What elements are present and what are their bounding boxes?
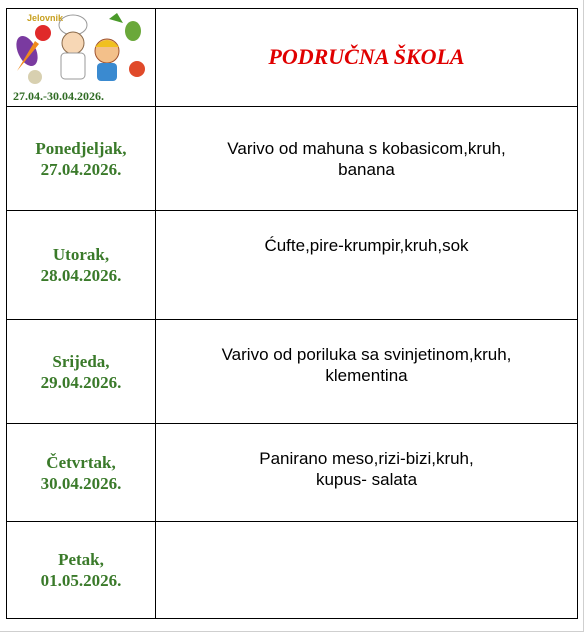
day-cell <box>7 211 156 320</box>
date-range: 27.04.-30.04.2026. <box>13 89 104 103</box>
table-row <box>7 211 578 320</box>
meal-cell <box>156 211 578 320</box>
day-name: Četvrtak, <box>46 452 116 472</box>
table-row <box>7 522 578 619</box>
day-cell <box>7 424 156 522</box>
page-title: PODRUČNA ŠKOLA <box>268 44 465 69</box>
day-date: 30.04.2026. <box>40 473 122 493</box>
day-date: 01.05.2026. <box>40 571 122 590</box>
meal-cell <box>156 107 578 211</box>
meal-cell <box>156 424 578 522</box>
day-date: 27.04.2026. <box>40 159 122 179</box>
day-name: Petak, <box>58 550 104 569</box>
menu-table <box>6 8 578 619</box>
logo-cell <box>7 9 156 107</box>
meal-line: Varivo od mahuna s kobasicom,kruh, <box>227 138 506 158</box>
meal-line: klementina <box>325 366 408 385</box>
day-date: 29.04.2026. <box>40 372 122 392</box>
meal-line: Varivo od poriluka sa svinjetinom,kruh, <box>221 345 512 364</box>
day-cell <box>7 107 156 211</box>
meal-cell <box>156 522 578 619</box>
table-row <box>7 424 578 522</box>
header-row <box>7 9 578 107</box>
title-cell <box>156 9 578 107</box>
day-name: Ponedjeljak, <box>35 138 127 158</box>
meal-cell <box>156 320 578 424</box>
day-date: 28.04.2026. <box>40 266 122 285</box>
day-name: Srijeda, <box>52 351 110 371</box>
jelovnik-logo-image <box>13 11 149 89</box>
day-cell <box>7 320 156 424</box>
table-row <box>7 320 578 424</box>
meal-line: banana <box>338 159 395 179</box>
meal-line: Panirano meso,rizi-bizi,kruh, <box>259 449 474 468</box>
day-name: Utorak, <box>52 245 110 264</box>
meal-line: kupus- salata <box>315 470 418 489</box>
day-cell <box>7 522 156 619</box>
meal-line: Ćufte,pire-krumpir,kruh,sok <box>264 236 469 255</box>
logo-word: Jelovnik <box>27 13 64 23</box>
table-row <box>7 107 578 211</box>
